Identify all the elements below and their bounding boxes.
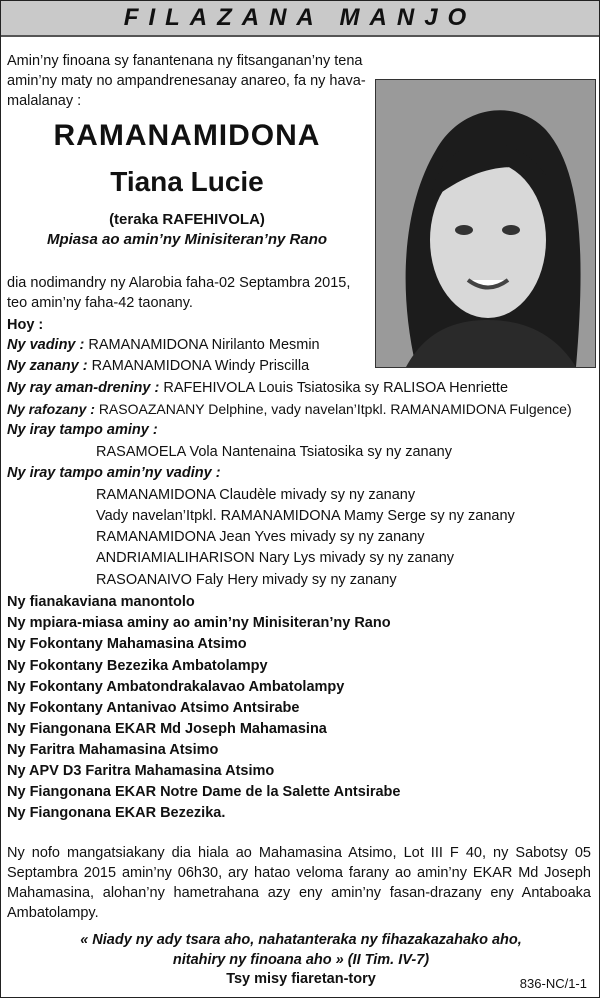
- family-text: RAMANAMIDONA Windy Priscilla: [91, 358, 310, 374]
- family-line: [7, 335, 320, 355]
- organization-item: Ny mpiara-miasa aminy ao amin’ny Minisiteran’ny Rano: [7, 615, 391, 631]
- bible-quote-line1: « Niady ny ady tsara aho, nahatanteraka ny fihazakazahako aho,: [80, 932, 522, 948]
- siblings-label: Ny iray tampo aminy :: [7, 422, 158, 438]
- death-notice: dia nodimandry ny Alarobia faha-02 Septambra 2015, teo amin’ny faha-42 taonany.: [7, 275, 351, 311]
- spouse-sibling-item: RASOANAIVO Faly Hery mivady sy ny zanany: [96, 572, 397, 588]
- family-label: Ny ray aman-dreniny: [7, 380, 151, 396]
- family-sep: :: [78, 358, 92, 374]
- spouse-siblings-label: Ny iray tampo amin’ny vadiny :: [7, 465, 221, 481]
- family-sep: :: [150, 380, 164, 396]
- deceased-role: Mpiasa ao amin’ny Minisiteran’ny Rano: [46, 231, 328, 248]
- family-line: [7, 399, 572, 419]
- organization-item: Ny Faritra Mahamasina Atsimo: [7, 742, 219, 758]
- family-text: RAFEHIVOLA Louis Tsiatosika sy RALISOA Henriette: [163, 380, 509, 396]
- deceased-maiden-name: (teraka RAFEHIVOLA): [109, 211, 265, 228]
- spouse-sibling-item: ANDRIAMIALIHARISON Nary Lys mivady sy ny zanany: [96, 550, 455, 566]
- hoy-label: Hoy :: [7, 317, 44, 333]
- notice-header: FILAZANA MANJO: [1, 1, 599, 37]
- family-sep: :: [86, 401, 99, 417]
- closing-line: Tsy misy fiaretan-tory: [226, 971, 376, 987]
- family-line: [7, 356, 309, 376]
- family-line: [7, 378, 508, 398]
- spouse-sibling-item: RAMANAMIDONA Jean Yves mivady sy ny zanany: [96, 529, 425, 545]
- intro-text: Amin’ny finoana sy fanantenana ny fitsanganan’ny tena amin’ny maty no ampandrenesanay anareo, fa ny hava-malalanay :: [7, 53, 366, 109]
- deceased-given-names: Tiana Lucie: [110, 166, 264, 197]
- family-text: RAMANAMIDONA Nirilanto Mesmin: [88, 337, 320, 353]
- organization-item: Ny Fiangonana EKAR Notre Dame de la Salette Antsirabe: [7, 784, 401, 800]
- organization-item: Ny Fokontany Ambatondrakalavao Ambatolampy: [7, 679, 345, 695]
- organization-item: Ny Fokontany Mahamasina Atsimo: [7, 636, 247, 652]
- family-label: Ny vadiny: [7, 337, 76, 353]
- organization-item: Ny Fokontany Bezezika Ambatolampy: [7, 658, 268, 674]
- deceased-photo: [375, 79, 596, 368]
- burial-details: Ny nofo mangatsiakany dia hiala ao Mahamasina Atsimo, Lot III F 40, ny Sabotsy 05 Septambra 2015 amin’ny 06h30, ary hatao veloma farany ao amin’ny EKAR Md Joseph Mahamasina, alohan’ny hametrahana azy eny amin’ny fasan-drazany eny Antaboaka Ambatolampy.: [7, 845, 591, 921]
- bible-quote-line2: nitahiry ny finoana aho » (II Tim. IV-7): [172, 952, 430, 968]
- organization-item: Ny Fokontany Antanivao Atsimo Antsirabe: [7, 700, 300, 716]
- spouse-sibling-item: RAMANAMIDONA Claudèle mivady sy ny zanany: [96, 487, 416, 503]
- family-label: Ny rafozany: [7, 401, 87, 417]
- reference-code: 836-NC/1-1: [519, 976, 587, 991]
- organization-item: Ny Fiangonana EKAR Md Joseph Mahamasina: [7, 721, 327, 737]
- sibling-item: RASAMOELA Vola Nantenaina Tsiatosika sy ny zanany: [96, 444, 452, 460]
- family-sep: :: [75, 337, 89, 353]
- deceased-surname: RAMANAMIDONA: [53, 119, 321, 152]
- organization-item: Ny fianakaviana manontolo: [7, 594, 195, 610]
- family-label: Ny zanany: [7, 358, 79, 374]
- portrait-image: [376, 80, 595, 367]
- organization-item: Ny Fiangonana EKAR Bezezika.: [7, 805, 226, 821]
- organization-item: Ny APV D3 Faritra Mahamasina Atsimo: [7, 763, 275, 779]
- spouse-sibling-item: Vady navelan’Itpkl. RAMANAMIDONA Mamy Serge sy ny zanany: [96, 508, 515, 524]
- family-text: RASOAZANANY Delphine, vady navelan’Itpkl. RAMANAMIDONA Fulgence): [98, 401, 572, 417]
